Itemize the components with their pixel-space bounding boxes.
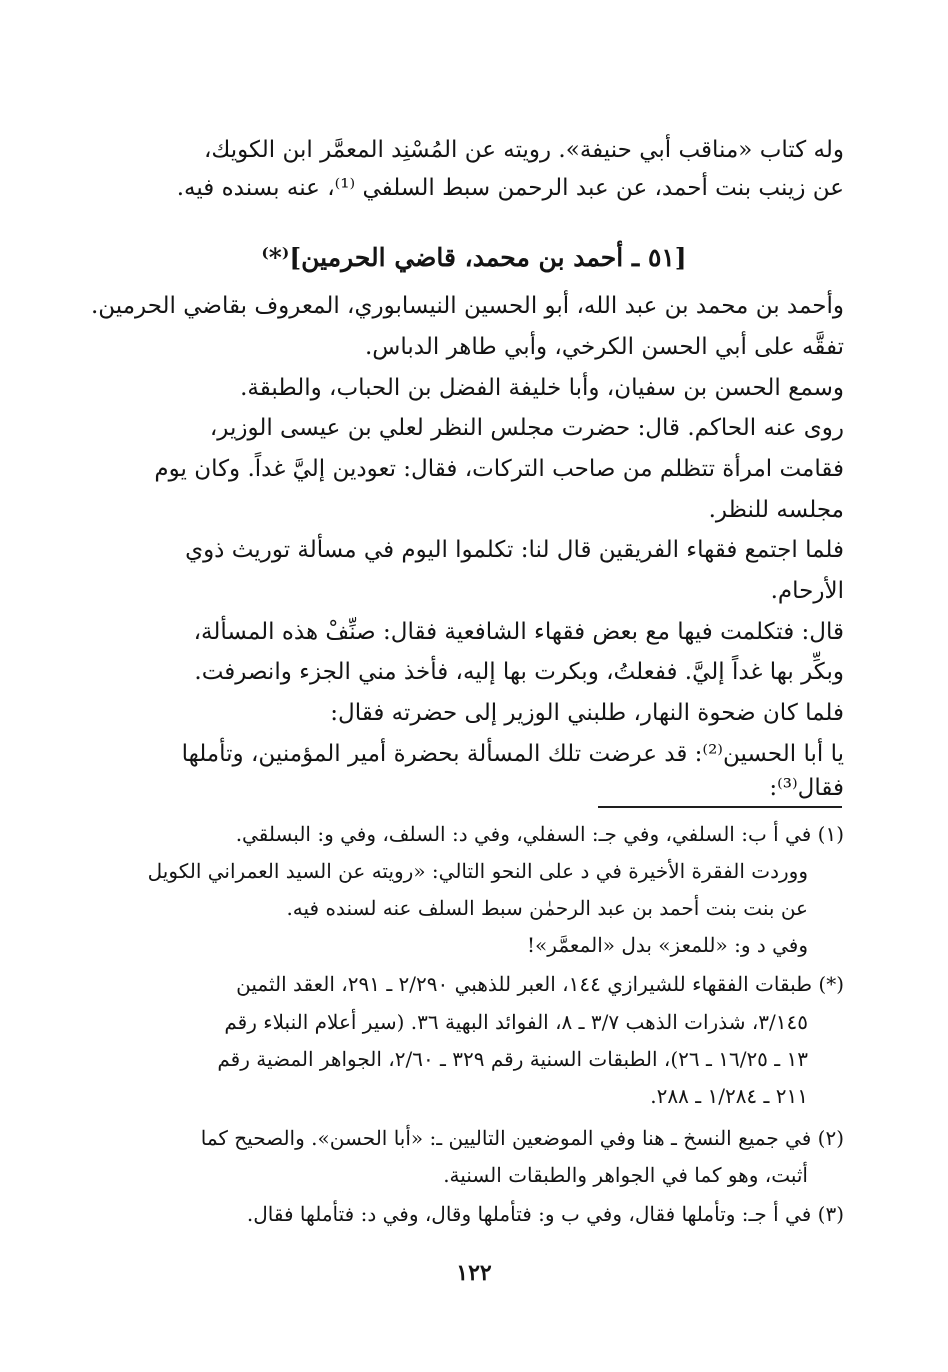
- body-line: مجلسه للنظر.: [708, 497, 844, 523]
- footnote-line: ٣/١٤٥، شذرات الذهب ٣/٧ ـ ٨، الفوائد البهية ٣٦. (سير أعلام النبلاء رقم: [224, 1010, 808, 1034]
- body-line: فلما كان ضحوة النهار، طلبني الوزير إلى حضرته فقال:: [330, 700, 844, 726]
- footnote-line: (٢) في جميع النسخ ـ هنا وفي الموضعين التاليين ـ: «أبا الحسن». والصحيح كما: [200, 1126, 844, 1150]
- body-line: الأرحام.: [770, 578, 844, 604]
- footnote-line: أثبت، وهو كما في الجواهر والطبقات السنية.: [443, 1163, 808, 1187]
- body-line: فقامت امرأة تتظلم من صاحب التركات، فقال: تعودين إليَّ غداً. وكان يوم: [154, 456, 844, 482]
- body-line: روى عنه الحاكم. قال: حضرت مجلس النظر لعلي بن عيسى الوزير،: [209, 415, 844, 441]
- body-line: وأحمد بن محمد بن عبد الله، أبو الحسين النيسابوري، المعروف بقاضي الحرمين.: [90, 293, 844, 319]
- footnote-line: (٣) في أ جـ: وتأملها فقال، وفي ب و: فتأملها وقال، وفي د: فتأملها فقال.: [246, 1202, 844, 1226]
- footnote-line: عن بنت بنت أحمد بن عبد الرحمٰن سبط السلف عنه لسنده فيه.: [286, 896, 808, 920]
- body-line: قال: فتكلمت فيها مع بعض فقهاء الشافعية فقال: صنِّفْ هذه المسألة،: [193, 619, 844, 645]
- body-line: وله كتاب «مناقب أبي حنيفة». رويته عن المُسْنِد المعمَّر ابن الكويك،: [203, 137, 844, 163]
- page-number: ١٢٢: [456, 1260, 492, 1286]
- footnote-line: ووردت الفقرة الأخيرة في د على النحو التالي: «رويته عن السيد العمراني الكويل: [147, 859, 808, 883]
- body-line: يا أبا الحسين⁽²⁾: قد عرضت تلك المسألة بحضرة أمير المؤمنين، وتأملها: [181, 741, 844, 767]
- body-line: وبكِّر بها غداً إليَّ. ففعلتُ، وبكرت بها إليه، فأخذ مني الجزء وانصرفت.: [194, 659, 844, 685]
- footnote-line: (*) طبقات الفقهاء للشيرازي ١٤٤، العبر للذهبي ٢/٢٩٠ ـ ٢٩١، العقد الثمين: [236, 972, 844, 996]
- body-line: وسمع الحسن بن سفيان، وأبا خليفة الفضل بن الحباب، والطبقة.: [240, 375, 844, 401]
- footnote-line: وفي د و: «للمعز» بدل «المعمَّر»!: [527, 933, 808, 957]
- body-line: عن زينب بنت أحمد، عن عبد الرحمن سبط السلفي ⁽¹⁾، عنه بسنده فيه.: [176, 175, 844, 201]
- body-line: فلما اجتمع فقهاء الفريقين قال لنا: تكلموا اليوم في مسألة توريث ذوي: [185, 537, 844, 563]
- footnote-line: ١٣ ـ ١٦/٢٥ ـ ٢٦)، الطبقات السنية رقم ٣٢٩ ـ ٢/٦٠، الجواهر المضية رقم: [217, 1047, 808, 1071]
- footnote-separator: [598, 806, 842, 808]
- body-line: تفقَّه على أبي الحسن الكرخي، وأبي طاهر الدباس.: [365, 334, 844, 360]
- footnote-line: (١) في أ ب: السلفي، وفي جـ: السفلي، وفي د: السلف، وفي و: البسلقي.: [235, 822, 844, 846]
- section-heading: [٥١ ـ أحمد بن محمد، قاضي الحرمين]⁽*⁾: [261, 243, 687, 272]
- body-line: فقال⁽³⁾:: [769, 775, 844, 801]
- footnote-line: ٢١١ ـ ١/٢٨٤ ـ ٢٨٨.: [650, 1084, 808, 1108]
